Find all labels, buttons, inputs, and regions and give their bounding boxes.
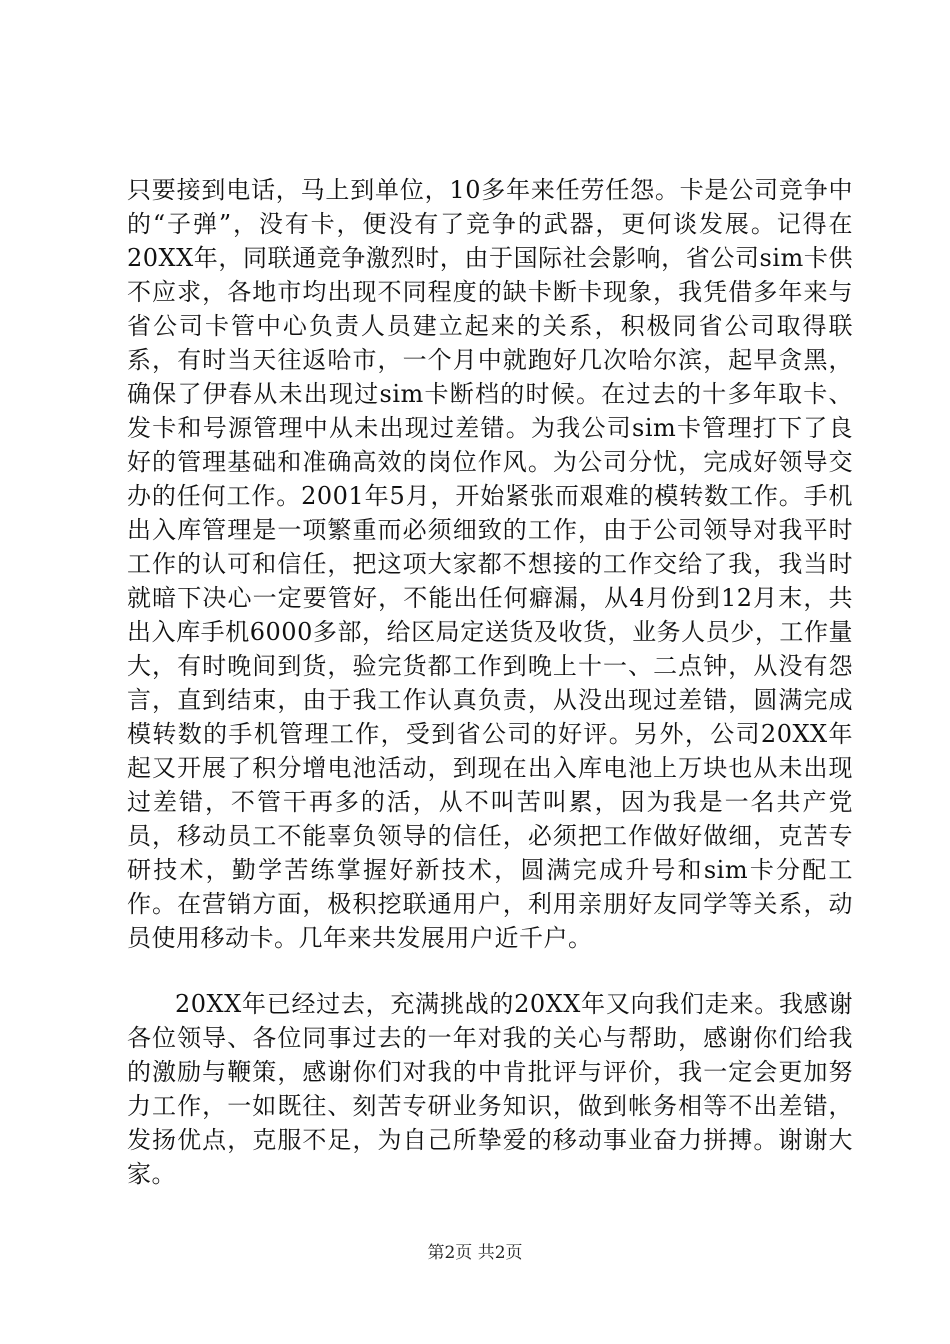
paragraph-2: 20XX年已经过去，充满挑战的20XX年又向我们走来。我感谢各位领导、各位同事过去的一年对我的关心与帮助，感谢你们给我的激励与鞭策，感谢你们对我的中肯批评与评价，我一定会更加努力工作，一如既往、刻苦专研业务知识，做到帐务相等不出差错，发扬优点，克服不足，为自己所挚爱的移动事业奋力拼搏。谢谢大家。 <box>127 990 853 1188</box>
page-footer: 第2页 共2页 <box>427 1243 523 1263</box>
paragraph-1: 只要接到电话，马上到单位，10多年来任劳任怨。卡是公司竞争中的“子弹”，没有卡，便没有了竞争的武器，更何谈发展。记得在20XX年，同联通竞争激烈时，由于国际社会影响，省公司sim卡供不应求，各地市均出现不同程度的缺卡断卡现象，我凭借多年来与省公司卡管中心负责人员建立起来的关系，积极同省公司取得联系，有时当天往返哈市，一个月中就跑好几次哈尔滨，起早贪黑，确保了伊春从未出现过sim卡断档的时候。在过去的十多年取卡、发卡和号源管理中从未出现过差错。为我公司sim卡管理打下了良好的管理基础和准确高效的岗位作风。为公司分忧，完成好领导交办的任何工作。2001年5月，开始紧张而艰难的模转数工作。手机出入库管理是一项繁重而必须细致的工作，由于公司领导对我平时工作的认可和信任，把这项大家都不想接的工作交给了我，我当时就暗下决心一定要管好，不能出任何癖漏，从4月份到12月末，共出入库手机6000多部，给区局定送货及收货，业务人员少，工作量大，有时晚间到货，验完货都工作到晚上十一、二点钟，从没有怨言，直到结束，由于我工作认真负责，从没出现过差错，圆满完成模转数的手机管理工作，受到省公司的好评。另外，公司20XX年起又开展了积分增电池活动，到现在出入库电池上万块也从未出现过差错，不管干再多的活，从不叫苦叫累，因为我是一名共产党员，移动员工不能辜负领导的信任，必须把工作做好做细，克苦专研技术，勤学苦练掌握好新技术，圆满完成升号和sim卡分配工作。在营销方面，极积挖联通用户，利用亲朋好友同学等关系，动员使用移动卡。几年来共发展用户近千户。 <box>127 176 853 952</box>
paragraph-gap <box>127 955 853 987</box>
document-body <box>127 173 853 1191</box>
